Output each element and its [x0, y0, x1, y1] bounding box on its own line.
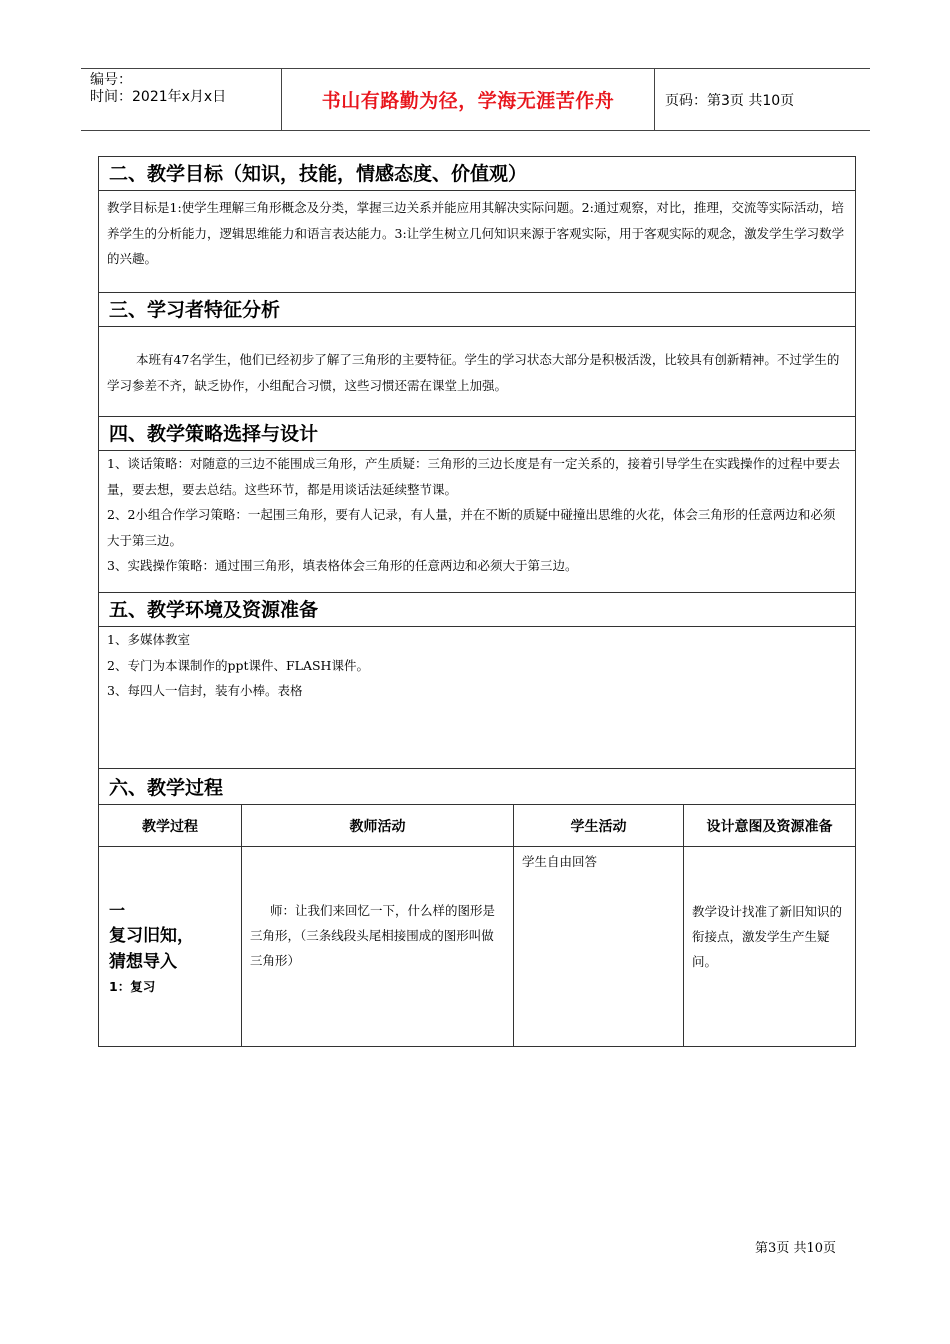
student-activity: 学生自由回答: [522, 854, 598, 869]
resource-item: 2、专门为本课制作的ppt课件、FLASH课件。: [107, 657, 369, 673]
process-stage-cell: [99, 847, 242, 1046]
process-header-student: 学生活动: [514, 805, 684, 847]
lesson-plan-table: [98, 156, 856, 1047]
section-learners-body: 本班有47名学生，他们已经初步了解了三角形的主要特征。学生的学习状态大部分是积极活泼，比较具有创新精神。不过学生的学习参差不齐，缺乏协作，小组配合习惯，这些习惯还需在课堂上加强。: [99, 327, 855, 417]
section-learners-title: 三、学习者特征分析: [99, 293, 855, 327]
number-label: 编号：: [90, 72, 132, 88]
section-resources-body: [99, 627, 855, 769]
process-header-design: 设计意图及资源准备: [684, 805, 855, 847]
section-process-title: 六、教学过程: [99, 769, 855, 805]
header-meta: [81, 69, 282, 130]
strategy-item: 1、谈话策略：对随意的三边不能围成三角形，产生质疑：三角形的三边长度是有一定关系的，接着引导学生在实践操作的过程中要去量，要去想，要去总结。这些环节，都是用谈话法延续整节课。: [107, 456, 840, 497]
process-design-cell: [684, 847, 855, 1046]
section-strategy-body: [99, 451, 855, 593]
design-intent: 教学设计找准了新旧知识的衔接点，激发学生产生疑问。: [692, 904, 843, 969]
header-motto: 书山有路勤为径，学海无涯苦作舟: [282, 69, 655, 130]
stage-name: 复习旧知， 猜想导入: [109, 926, 194, 972]
strategy-item: 2、2小组合作学习策略：一起围三角形，要有人记录，有人量，并在不断的质疑中碰撞出思维的火花，体会三角形的任意两边和必须大于第三边。: [107, 507, 836, 548]
strategy-item: 3、实践操作策略：通过围三角形，填表格体会三角形的任意两边和必须大于第三边。: [107, 558, 578, 573]
process-student-cell: [514, 847, 684, 1046]
process-header-stage: 教学过程: [99, 805, 242, 847]
header-page-label: 页码：第3页 共10页: [665, 92, 795, 109]
section-resources-title: 五、教学环境及资源准备: [99, 593, 855, 627]
section-goals-body: 教学目标是1:使学生理解三角形概念及分类，掌握三边关系并能应用其解决实际问题。2:通过观察，对比，推理，交流等实际活动，培养学生的分析能力，逻辑思维能力和语言表达能力。3:让学生树立几何知识来源于客观实际，用于客观实际的观念，激发学生学习数学的兴趣。: [99, 191, 855, 293]
section-goals-title: 二、教学目标（知识，技能，情感态度、价值观）: [99, 157, 855, 191]
process-teacher-cell: [242, 847, 514, 1046]
process-table: [99, 805, 855, 1046]
stage-sub: 1：复习: [109, 979, 156, 994]
process-header-teacher: 教师活动: [242, 805, 514, 847]
page-header: [81, 68, 870, 131]
page-footer: 第3页 共10页: [755, 1241, 836, 1256]
section-strategy-title: 四、教学策略选择与设计: [99, 417, 855, 451]
stage-number: 一: [109, 901, 126, 920]
time-label: 时间：2021年x月x日: [90, 89, 227, 105]
resource-item: 1、多媒体教室: [107, 632, 190, 647]
resource-item: 3、每四人一信封，装有小棒。表格: [107, 683, 303, 698]
teacher-activity: 师：让我们来回忆一下，什么样的图形是三角形，（三条线段头尾相接围成的图形叫做三角形）: [250, 903, 496, 968]
